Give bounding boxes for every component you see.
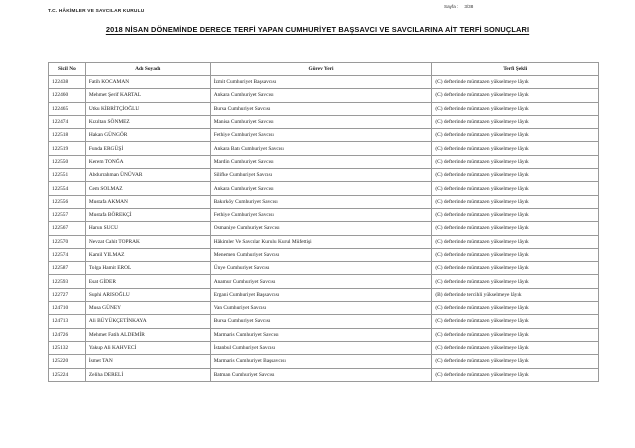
cell-sicil-no: 122474 — [49, 115, 86, 128]
table-row — [49, 235, 599, 248]
cell-terfi-sekli: (C) defterinde mümtazen yükselmeye lâyık — [432, 315, 599, 328]
cell-terfi-sekli: (C) defterinde mümtazen yükselmeye lâyık — [432, 262, 599, 275]
cell-gorev-yeri: Ergani Cumhuriyet Başsavcısı — [210, 288, 432, 301]
table-row — [49, 275, 599, 288]
cell-gorev-yeri: Bakırköy Cumhuriyet Savcısı — [210, 195, 432, 208]
cell-terfi-sekli: (C) defterinde mümtazen yükselmeye lâyık — [432, 341, 599, 354]
cell-sicil-no: 122550 — [49, 155, 86, 168]
table-row — [49, 288, 599, 301]
table-row — [49, 115, 599, 128]
cell-sicil-no: 122556 — [49, 195, 86, 208]
cell-gorev-yeri: Osmaniye Cumhuriyet Savcısı — [210, 222, 432, 235]
cell-adi-soyadi: Mustafa BÖREKÇİ — [85, 208, 210, 221]
cell-adi-soyadi: Abdurrahman ÜNÜVAR — [85, 169, 210, 182]
table-row — [49, 355, 599, 368]
cell-sicil-no: 124713 — [49, 315, 86, 328]
cell-adi-soyadi: Utku KİBRİTÇİOĞLU — [85, 102, 210, 115]
cell-sicil-no: 122551 — [49, 169, 86, 182]
cell-gorev-yeri: Mardin Cumhuriyet Savcısı — [210, 155, 432, 168]
cell-terfi-sekli: (C) defterinde mümtazen yükselmeye lâyık — [432, 89, 599, 102]
cell-sicil-no: 122460 — [49, 89, 86, 102]
cell-adi-soyadi: Tolga Hamit EROL — [85, 262, 210, 275]
table-row — [49, 76, 599, 89]
cell-sicil-no: 122574 — [49, 248, 86, 261]
cell-terfi-sekli: (C) defterinde mümtazen yükselmeye lâyık — [432, 275, 599, 288]
cell-sicil-no: 124710 — [49, 302, 86, 315]
cell-sicil-no: 125132 — [49, 341, 86, 354]
org-title: T.C. HÂKİMLER VE SAVCILAR KURULU — [48, 9, 145, 14]
table-row — [49, 89, 599, 102]
cell-adi-soyadi: Kamil YILMAZ — [85, 248, 210, 261]
column-header-adi-soyadi: Adı Soyadı — [85, 63, 210, 76]
cell-adi-soyadi: Ali BÜYÜKÇETİNKAYA — [85, 315, 210, 328]
cell-adi-soyadi: Harun SUCU — [85, 222, 210, 235]
table-row — [49, 182, 599, 195]
cell-gorev-yeri: Bursa Cumhuriyet Savcısı — [210, 102, 432, 115]
cell-gorev-yeri: Ankara Cumhuriyet Savcısı — [210, 89, 432, 102]
cell-adi-soyadi: Esat GİDER — [85, 275, 210, 288]
page-title: 2018 NİSAN DÖNEMİNDE DERECE TERFİ YAPAN CUMHURİYET BAŞSAVCI VE SAVCILARINA AİT TERFİ SONUÇLARI — [105, 25, 530, 34]
cell-terfi-sekli: (C) defterinde mümtazen yükselmeye lâyık — [432, 76, 599, 89]
cell-gorev-yeri: Fethiye Cumhuriyet Savcısı — [210, 129, 432, 142]
page-number-value: 3/38 — [464, 4, 474, 9]
column-header-gorev-yeri: Görev Yeri — [210, 63, 432, 76]
cell-terfi-sekli: (C) defterinde mümtazen yükselmeye lâyık — [432, 235, 599, 248]
column-header-sicil-no: Sicil No — [49, 63, 86, 76]
table-row — [49, 129, 599, 142]
cell-terfi-sekli: (C) defterinde mümtazen yükselmeye lâyık — [432, 182, 599, 195]
table-row — [49, 195, 599, 208]
cell-terfi-sekli: (C) defterinde mümtazen yükselmeye lâyık — [432, 222, 599, 235]
cell-terfi-sekli: (C) defterinde mümtazen yükselmeye lâyık — [432, 169, 599, 182]
cell-gorev-yeri: Manisa Cumhuriyet Savcısı — [210, 115, 432, 128]
cell-terfi-sekli: (C) defterinde mümtazen yükselmeye lâyık — [432, 115, 599, 128]
cell-sicil-no: 122727 — [49, 288, 86, 301]
cell-terfi-sekli: (C) defterinde mümtazen yükselmeye lâyık — [432, 368, 599, 381]
cell-adi-soyadi: Mustafa AKMAN — [85, 195, 210, 208]
cell-adi-soyadi: Cem SOLMAZ — [85, 182, 210, 195]
cell-adi-soyadi: Kızıltan SÖNMEZ — [85, 115, 210, 128]
cell-gorev-yeri: Fethiye Cumhuriyet Savcısı — [210, 208, 432, 221]
table-row — [49, 155, 599, 168]
cell-adi-soyadi: Musa GÜNEY — [85, 302, 210, 315]
table-row — [49, 142, 599, 155]
cell-terfi-sekli: (C) defterinde mümtazen yükselmeye lâyık — [432, 102, 599, 115]
cell-gorev-yeri: Hâkimler Ve Savcılar Kurulu Kurul Müfettişi — [210, 235, 432, 248]
table-row — [49, 341, 599, 354]
cell-gorev-yeri: İstanbul Cumhuriyet Savcısı — [210, 341, 432, 354]
cell-sicil-no: 122465 — [49, 102, 86, 115]
cell-terfi-sekli: (C) defterinde mümtazen yükselmeye lâyık — [432, 208, 599, 221]
cell-adi-soyadi: Nevzat Cahit TOPRAK — [85, 235, 210, 248]
cell-adi-soyadi: Yakup Ali KAHVECİ — [85, 341, 210, 354]
table-row — [49, 102, 599, 115]
cell-sicil-no: 122593 — [49, 275, 86, 288]
cell-terfi-sekli: (C) defterinde mümtazen yükselmeye lâyık — [432, 248, 599, 261]
cell-terfi-sekli: (C) defterinde mümtazen yükselmeye lâyık — [432, 328, 599, 341]
cell-terfi-sekli: (C) defterinde mümtazen yükselmeye lâyık — [432, 195, 599, 208]
cell-adi-soyadi: Mehmet Şerif KARTAL — [85, 89, 210, 102]
cell-gorev-yeri: Ankara Batı Cumhuriyet Savcısı — [210, 142, 432, 155]
page-number-label: Sayfa : — [444, 4, 459, 9]
table-row — [49, 302, 599, 315]
cell-terfi-sekli: (C) defterinde mümtazen yükselmeye lâyık — [432, 129, 599, 142]
cell-sicil-no: 122554 — [49, 182, 86, 195]
cell-sicil-no: 125220 — [49, 355, 86, 368]
cell-adi-soyadi: Fatih KOCAMAN — [85, 76, 210, 89]
cell-gorev-yeri: Menemen Cumhuriyet Savcısı — [210, 248, 432, 261]
cell-gorev-yeri: Marmaris Cumhuriyet Savcısı — [210, 328, 432, 341]
table-row — [49, 262, 599, 275]
cell-gorev-yeri: Marmaris Cumhuriyet Başsavcısı — [210, 355, 432, 368]
cell-adi-soyadi: Zeliha DERELİ — [85, 368, 210, 381]
table-row — [49, 368, 599, 381]
cell-terfi-sekli: (C) defterinde mümtazen yükselmeye lâyık — [432, 142, 599, 155]
cell-sicil-no: 122570 — [49, 235, 86, 248]
cell-adi-soyadi: Funda ERGÜŞİ — [85, 142, 210, 155]
cell-sicil-no: 122567 — [49, 222, 86, 235]
cell-terfi-sekli: (C) defterinde mümtazen yükselmeye lâyık — [432, 355, 599, 368]
cell-adi-soyadi: Kerem TONĞA — [85, 155, 210, 168]
cell-gorev-yeri: Ünye Cumhuriyet Savcısı — [210, 262, 432, 275]
cell-adi-soyadi: Mehmet Fatih ALDEMİR — [85, 328, 210, 341]
column-header-terfi-sekli: Terfi Şekli — [432, 63, 599, 76]
cell-terfi-sekli: (C) defterinde mümtazen yükselmeye lâyık — [432, 155, 599, 168]
cell-adi-soyadi: İsmet TAN — [85, 355, 210, 368]
page-number — [444, 4, 473, 9]
table-row — [49, 222, 599, 235]
cell-gorev-yeri: Bursa Cumhuriyet Savcısı — [210, 315, 432, 328]
cell-sicil-no: 122587 — [49, 262, 86, 275]
cell-gorev-yeri: Silifke Cumhuriyet Savcısı — [210, 169, 432, 182]
table-row — [49, 169, 599, 182]
cell-sicil-no: 122557 — [49, 208, 86, 221]
cell-sicil-no: 122518 — [49, 129, 86, 142]
cell-gorev-yeri: Anamur Cumhuriyet Savcısı — [210, 275, 432, 288]
cell-sicil-no: 122519 — [49, 142, 86, 155]
cell-terfi-sekli: (C) defterinde mümtazen yükselmeye lâyık — [432, 302, 599, 315]
cell-gorev-yeri: Batman Cumhuriyet Savcısı — [210, 368, 432, 381]
table-row — [49, 315, 599, 328]
cell-adi-soyadi: Suphi ARISOĞLU — [85, 288, 210, 301]
table-row — [49, 208, 599, 221]
table-row — [49, 248, 599, 261]
cell-terfi-sekli: (B) defterinde tercihli yükselmeye lâyık — [432, 288, 599, 301]
cell-gorev-yeri: Ankara Cumhuriyet Savcısı — [210, 182, 432, 195]
cell-adi-soyadi: Hakan GÜNGÖR — [85, 129, 210, 142]
table-row — [49, 328, 599, 341]
cell-gorev-yeri: İzmit Cumhuriyet Başsavcısı — [210, 76, 432, 89]
cell-gorev-yeri: Van Cumhuriyet Savcısı — [210, 302, 432, 315]
cell-sicil-no: 125224 — [49, 368, 86, 381]
cell-sicil-no: 124726 — [49, 328, 86, 341]
table-header-row — [49, 63, 599, 76]
terfi-results-table — [48, 62, 599, 382]
cell-sicil-no: 122438 — [49, 76, 86, 89]
